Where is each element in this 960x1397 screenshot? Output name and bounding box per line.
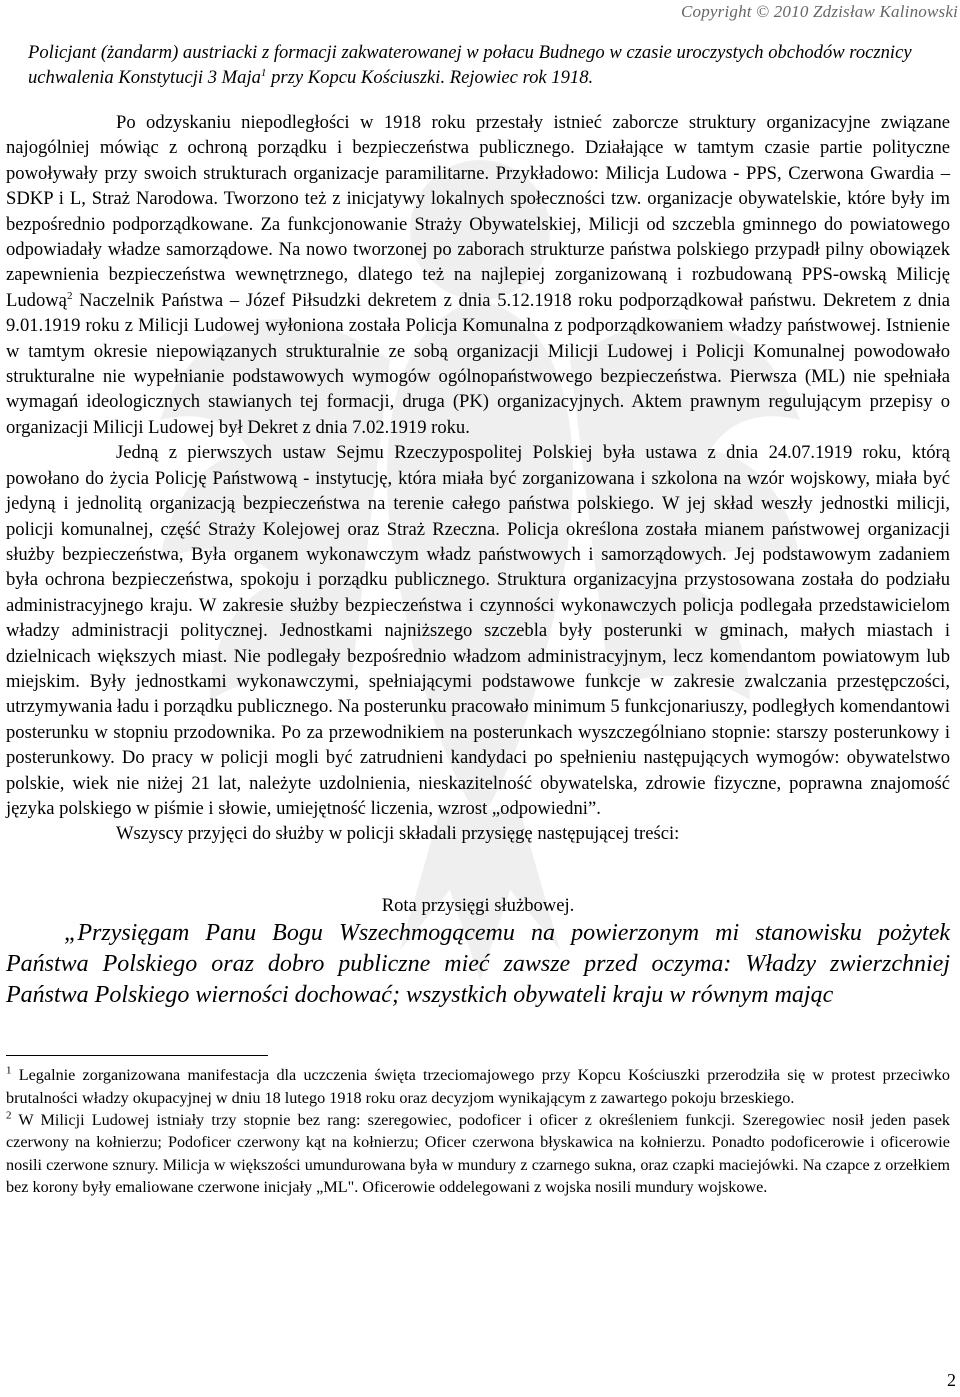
footnote-1 <box>6 1064 950 1109</box>
body-text <box>6 110 950 1011</box>
photo-caption <box>28 40 950 90</box>
footnote-2 <box>6 1109 950 1199</box>
footnote-number-2: 2 <box>6 1109 12 1122</box>
copyright-notice: Copyright © 2010 Zdzisław Kalinowski <box>680 2 958 21</box>
footnote-1-text: Legalnie zorganizowana manifestacja dla uczczenia święta trzeciomajowego przy Kopcu Kościuszki przerodziła się w protest przeciwko brutalności władzy okupacyjnej w dniu 18 lutego 1918 roku oraz decyzjom wynikającym z zawartego pokoju brzeskiego. <box>6 1066 950 1107</box>
paragraph-1-text: Po odzyskaniu niepodległości w 1918 roku przestały istnieć zaborcze struktury organizacyjne związane najogólniej mówiąc z ochroną porządku i bezpieczeństwa publicznego. Działające w tamtym czasie partie polityczne powoływały przy swoich strukturach organizacje paramilitarne. Przykładowo: Milicja Ludowa - PPS, Czerwona Gwardia – SDKP i L, Straż Narodowa. Tworzono też z inicjatywy lokalnych społeczności tzw. organizacje obywatelskie, które były im bezpośrednio podporządkowane. Za funkcjonowanie Straży Obywatelskiej, Milicji od szczebla gminnego do powiatowego odpowiadały władze samorządowe. Na nowo tworzonej po zaborach strukturze państwa polskiego przypadł pilny obowiązek zapewnienia bezpieczeństwa wewnętrznego, dlatego też na najlepiej zorganizowaną i rozbudowaną PPS-owską Milicję Ludową <box>6 112 950 311</box>
oath-text: „Przysięgam Panu Bogu Wszechmogącemu na powierzonym mi stanowisku pożytek Państwa Polskiego oraz dobro publiczne mieć zawsze przed oczyma: Władzy zwierzchniej Państwa Polskiego wierności dochować; wszystkich obywateli kraju w równym mając <box>6 920 950 1009</box>
paragraph-1-text-end: Naczelnik Państwa – Józef Piłsudzki dekretem z dnia 5.12.1918 roku podporządkował państwu. Dekretem z dnia 9.01.1919 roku z Milicji Ludowej wyłoniona została Policja Komunalna z podporządkowaniem władzy państwowej. Istnienie w tamtym okresie niepowiązanych strukturalnie ze sobą organizacji Milicji Ludowej i Policji Komunalnej powodowało strukturalne nie wypełnianie podstawowych wymogów ogólnopaństwowego bezpieczeństwa. Pierwsza (ML) nie spełniała wymagań ideologicznych stawianych tej formacji, druga (PK) organizacyjnych. Aktem prawnym regulującym przepisy o organizacji Milicji Ludowej był Dekret z dnia 7.02.1919 roku. <box>6 289 950 438</box>
footnote-2-text: W Milicji Ludowej istniały trzy stopnie bez rang: szeregowiec, podoficer i oficer z określeniem funkcji. Szeregowiec nosił jeden pasek czerwony na kołnierzu; Podoficer czerwony kąt na kołnierzu; Oficer czerwona błyskawica na kołnierzu. Ponadto podoficerowie i oficerowie nosili czerwone sznury. Milicja w większości umundurowana była w mundury z czarnego sukna, oraz czapki maciejówki. Na czapce z orzełkiem bez korony były emaliowane czerwone inicjały „ML". Oficerowie oddelegowani z wojska nosili mundury wojskowe. <box>6 1111 950 1197</box>
caption-text: Policjant (żandarm) austriacki z formacji zakwaterowanej w połacu Budnego w czasie uroczystych obchodów rocznicy uchwalenia Konstytucji 3 Maja <box>28 42 912 88</box>
paragraph-1 <box>6 110 950 440</box>
page-number: 2 <box>947 1370 956 1390</box>
footnote-divider <box>6 1055 268 1056</box>
caption-text-end: przy Kopcu Kościuszki. Rejowiec rok 1918. <box>266 67 594 88</box>
document-page <box>6 0 950 1199</box>
paragraph-2: Jedną z pierwszych ustaw Sejmu Rzeczypospolitej Polskiej była ustawa z dnia 24.07.1919 roku, którą powołano do życia Policję Państwową - instytucję, która miała być zorganizowana i szkolona na wzór wojskowy, miała być jedyną i jednolitą organizacją bezpieczeństwa na terenie całego państwa polskiego. W jej skład weszły jednostki milicji, policji komunalnej, część Straży Kolejowej oraz Straż Rzeczna. Policja określona została mianem państwowej organizacji służby bezpieczeństwa, Była organem wykonawczym władz państwowych i samorządowych. Jej podstawowym zadaniem była ochrona bezpieczeństwa, spokoju i porządku publicznego. Struktura organizacyjna przystosowana została do podziału administracyjnego kraju. W zakresie służby bezpieczeństwa i czynności wykonawczych policja podlegała przedstawicielom władzy administracji politycznej. Jednostkami najniższego szczebla były posterunki w gminach, małych miastach i dzielnicach większych miast. Nie podlegały bezpośrednio władzom administracyjnym, lecz komendantom powiatowym lub miejskim. Były jednostkami wykonawczymi, spełniającymi podstawowe funkcje w zakresie zwalczania przestępczości, utrzymywania ładu i porządku publicznego. Na posterunku pracowało minimum 5 funkcjonariuszy, podległych komendantowi posterunku w stopniu przodownika. Po za przewodnikiem na posterunkach wyszczególniano stopnie: starszy posterunkowy i posterunkowy. Do pracy w policji mogli być zatrudnieni kandydaci po spełnieniu następujących wymogów: obywatelstwo polskie, wiek nie niżej 21 lat, należyte uzdolnienia, nieskazitelność obywatelska, zdrowie fizyczne, poprawna znajomość języka polskiego w piśmie i słowie, umiejętność liczenia, wzrost „odpowiedni”. <box>6 442 950 819</box>
oath-heading: Rota przysięgi służbowej. <box>381 894 575 916</box>
footnote-ref-1[interactable]: 1 <box>260 66 267 79</box>
footnote-ref-2[interactable]: 2 <box>66 289 73 302</box>
paragraph-3: Wszyscy przyjęci do służby w policji składali przysięgę następującej treści: <box>116 823 680 845</box>
footnote-number-1: 1 <box>6 1064 12 1077</box>
